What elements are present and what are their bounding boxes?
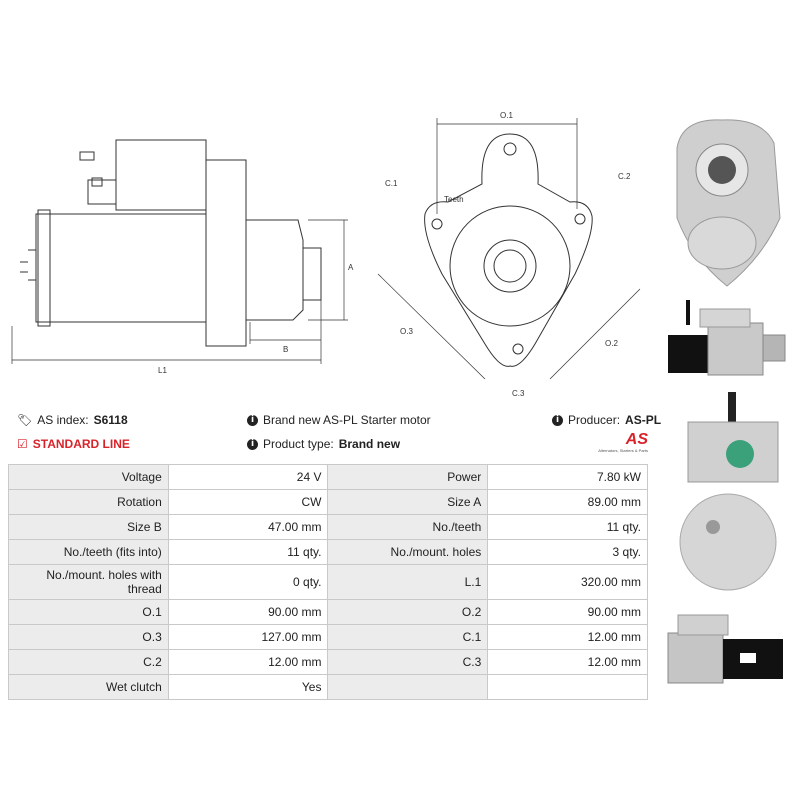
product-photo-side-1 [660,295,795,385]
table-row [9,565,648,600]
producer-row [552,413,661,427]
spec-value: 12.00 mm [168,650,328,675]
spec-value: 90.00 mm [488,600,648,625]
spec-key: Power [328,465,488,490]
table-row [9,540,648,565]
standard-line-label: STANDARD LINE [32,437,130,451]
table-row [9,650,648,675]
dim-teeth-label: Teeth [444,195,464,204]
product-photo-rear [668,392,793,597]
spec-key: L.1 [328,565,488,600]
spec-value: CW [168,490,328,515]
side-view-drawing [8,130,363,380]
info-icon: i [247,415,258,426]
standard-line-row [17,437,130,451]
spec-value [488,675,648,700]
spec-value: 127.00 mm [168,625,328,650]
spec-value: 3 qty. [488,540,648,565]
spec-key [328,675,488,700]
table-row [9,490,648,515]
table-row [9,600,648,625]
spec-key: Voltage [9,465,169,490]
dim-c3-label: C.3 [512,389,525,398]
spec-key: C.1 [328,625,488,650]
as-pl-logo [592,432,648,453]
dim-c1-label: C.1 [385,179,398,188]
dim-o3-label: O.3 [400,327,413,336]
spec-value: 320.00 mm [488,565,648,600]
spec-key: No./teeth [328,515,488,540]
spec-value: 12.00 mm [488,650,648,675]
spec-value: 12.00 mm [488,625,648,650]
spec-value: 11 qty. [488,515,648,540]
dim-b-label: B [283,345,289,354]
spec-key: Rotation [9,490,169,515]
logo-text: AS [625,431,648,448]
producer-value: AS-PL [625,413,662,427]
dim-o1-label: O.1 [500,111,513,120]
product-type-value: Brand new [338,437,401,451]
as-index-row [17,413,128,427]
spec-key: C.2 [9,650,169,675]
spec-key: Size A [328,490,488,515]
spec-value: 0 qty. [168,565,328,600]
dim-c2-label: C.2 [618,172,631,181]
dim-a-label: A [348,263,354,272]
product-photo-front [662,108,792,293]
spec-value: Yes [168,675,328,700]
spec-key: No./mount. holes with thread [9,565,169,600]
info-icon: i [247,439,258,450]
spec-key: Wet clutch [9,675,169,700]
specs-body [9,465,648,700]
table-row [9,465,648,490]
dim-o2-label: O.2 [605,339,618,348]
spec-value: 24 V [168,465,328,490]
table-row [9,625,648,650]
spec-key: No./teeth (fits into) [9,540,169,565]
product-photo-side-2 [660,605,795,695]
description-text: Brand new AS-PL Starter motor [263,413,431,427]
product-type-row [247,437,400,451]
front-view-drawing [370,104,660,404]
dim-l1-label: L1 [158,366,167,375]
tags-icon: 🏷 [17,413,33,427]
spec-value: 89.00 mm [488,490,648,515]
spec-value: 7.80 kW [488,465,648,490]
spec-key: O.2 [328,600,488,625]
producer-label: Producer: [568,413,621,427]
info-icon: i [552,415,563,426]
spec-key: Size B [9,515,169,540]
as-index-label: AS index: [37,413,89,427]
table-row [9,515,648,540]
logo-tagline: Alternators, Starters & Parts [598,448,648,453]
as-index-value: S6118 [93,413,128,427]
spec-key: O.1 [9,600,169,625]
spec-key: C.3 [328,650,488,675]
spec-value: 47.00 mm [168,515,328,540]
spec-key: No./mount. holes [328,540,488,565]
specs-table [8,464,648,700]
description-row [247,413,431,427]
table-row [9,675,648,700]
spec-value: 11 qty. [168,540,328,565]
product-type-label: Product type: [263,437,334,451]
check-square-icon: ☑ [17,437,28,451]
spec-value: 90.00 mm [168,600,328,625]
spec-key: O.3 [9,625,169,650]
